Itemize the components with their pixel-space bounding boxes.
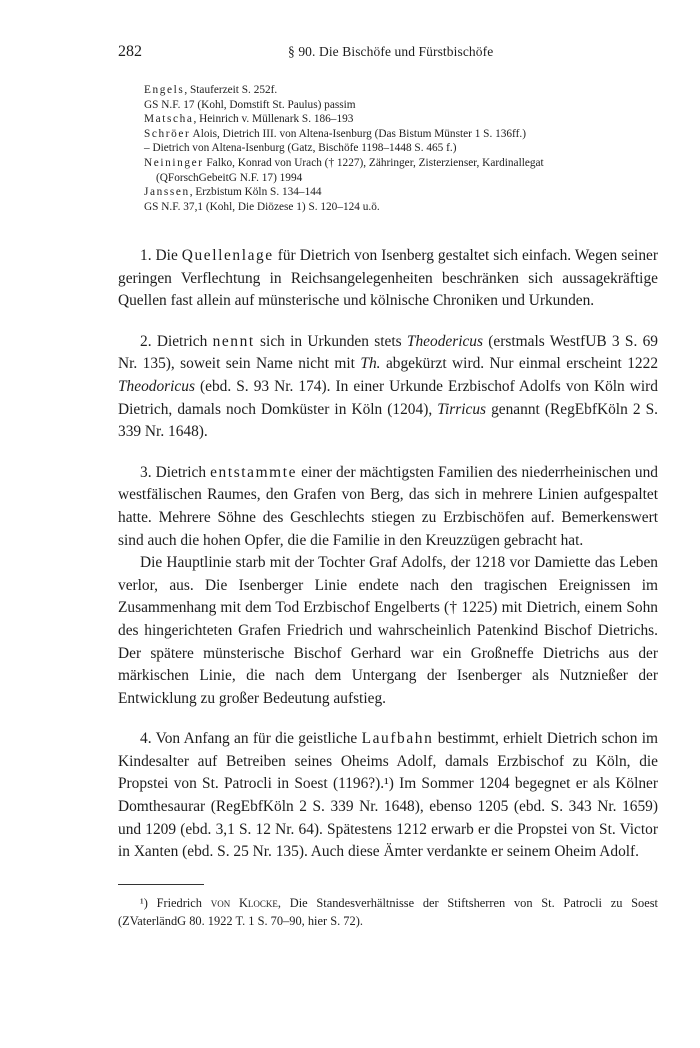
page-number: 282 — [118, 43, 142, 60]
bibliography-entry: Neininger Falko, Konrad von Urach († 1227), Zähringer, Zisterzienser, Kardinallegat — [144, 156, 544, 169]
page-header — [118, 43, 658, 63]
footnote-divider — [118, 884, 204, 885]
bibliography-entry: Engels, Stauferzeit S. 252f. — [144, 84, 278, 96]
main-text — [118, 245, 658, 864]
paragraph-3: 3. Dietrich entstammte einer der mächtigsten Familien des niederrheinischen und westfälischen Raumes, den Grafen von Berg, das sich in mehrere Linien aufgespaltet hatte. Mehrere Söhne des Geschlechts stiegen zu Erzbischöfen auf. Bemerkenswert sind auch die hohen Opfer, die die Familie in den Kreuzzügen gebracht hat. — [118, 463, 658, 549]
bibliography-entry: – Dietrich von Altena-Isenburg (Gatz, Bischöfe 1198–1448 S. 465 f.) — [144, 142, 457, 155]
bibliography-entry-continuation: (QForschGebeitG N.F. 17) 1994 — [156, 171, 303, 184]
bibliography-entry: GS N.F. 17 (Kohl, Domstift St. Paulus) passim — [144, 98, 356, 111]
bibliography-entry: Janssen, Erzbistum Köln S. 134–144 — [144, 186, 322, 199]
paragraph-2: 2. Dietrich nennt sich in Urkunden stets Theodericus (erstmals WestfUB 3 S. 69 Nr. 135), soweit sein Name nicht mit Th. abgekürzt wird. Nur einmal erscheint 1222 Theodoricus (ebd. S. 93 Nr. 174). In einer Urkunde Erzbischof Adolfs von Köln wird Dietrich, damals noch Domküster in Köln (1204), Tirricus genannt (RegEbfKöln 2 S. 339 Nr. 1648). — [118, 332, 659, 441]
bibliography-entry: Matscha, Heinrich v. Müllenark S. 186–193 — [144, 113, 354, 126]
bibliography-list — [144, 83, 656, 214]
paragraph-3b: Die Hauptlinie starb mit der Tochter Graf Adolfs, der 1218 vor Damiette das Leben verlor, aus. Die Isenberger Linie endete nach den tragischen Ereignissen im Zusammenhang mit dem Tod Erzbischof Engelberts († 1225) mit Dietrich, einem Sohn des hingerichteten Grafen Friedrich und wahrscheinlich Patenkind Bischof Dietrichs. Der spätere münsterische Bischof Gerhard war ein Großneffe Dietrichs aus der märkischen Linie, die nach dem Untergang der Isenberger als Nutznießer der Entwicklung zu großer Bedeutung aufstieg. — [118, 554, 658, 707]
paragraph-1: 1. Die Quellenlage für Dietrich von Isenberg gestaltet sich einfach. Wegen seiner geringen Verflechtung in Reichsangelegenheiten beschränken sich aussagekräftige Quellen fast allein auf münsterische und kölnische Chroniken und Urkunden. — [118, 247, 658, 310]
bibliography-entry: Schröer Alois, Dietrich III. von Altena-Isenburg (Das Bistum Münster 1 S. 136ff.) — [144, 127, 526, 140]
paragraph-4: 4. Von Anfang an für die geistliche Laufbahn bestimmt, erhielt Dietrich schon im Kindesalter auf Betreiben seines Oheims Adolf, damals Erzbischof zu Köln, die Propstei von St. Patrocli in Soest (1196?).¹) Im Sommer 1204 begegnet er als Kölner Domthesaurar (RegEbfKöln 2 S. 339 Nr. 1648), ebenso 1205 (ebd. S. 343 Nr. 1659) und 1209 (ebd. 3,1 S. 12 Nr. 64). Spätestens 1212 erwarb er die Propstei von St. Victor in Xanten (ebd. S. 25 Nr. 135). Auch diese Ämter verdankte er seinem Oheim Adolf. — [118, 730, 659, 861]
bibliography-entry: GS N.F. 37,1 (Kohl, Die Diözese 1) S. 120–124 u.ö. — [144, 200, 380, 213]
running-title: § 90. Die Bischöfe und Fürstbischöfe — [288, 44, 494, 59]
footnote: ¹) Friedrich von Klocke, Die Standesverhältnisse der Stiftsherren von St. Patrocli zu Soest (ZVaterländG 80. 1922 T. 1 S. 70–90, hier S. 72). — [118, 896, 658, 928]
